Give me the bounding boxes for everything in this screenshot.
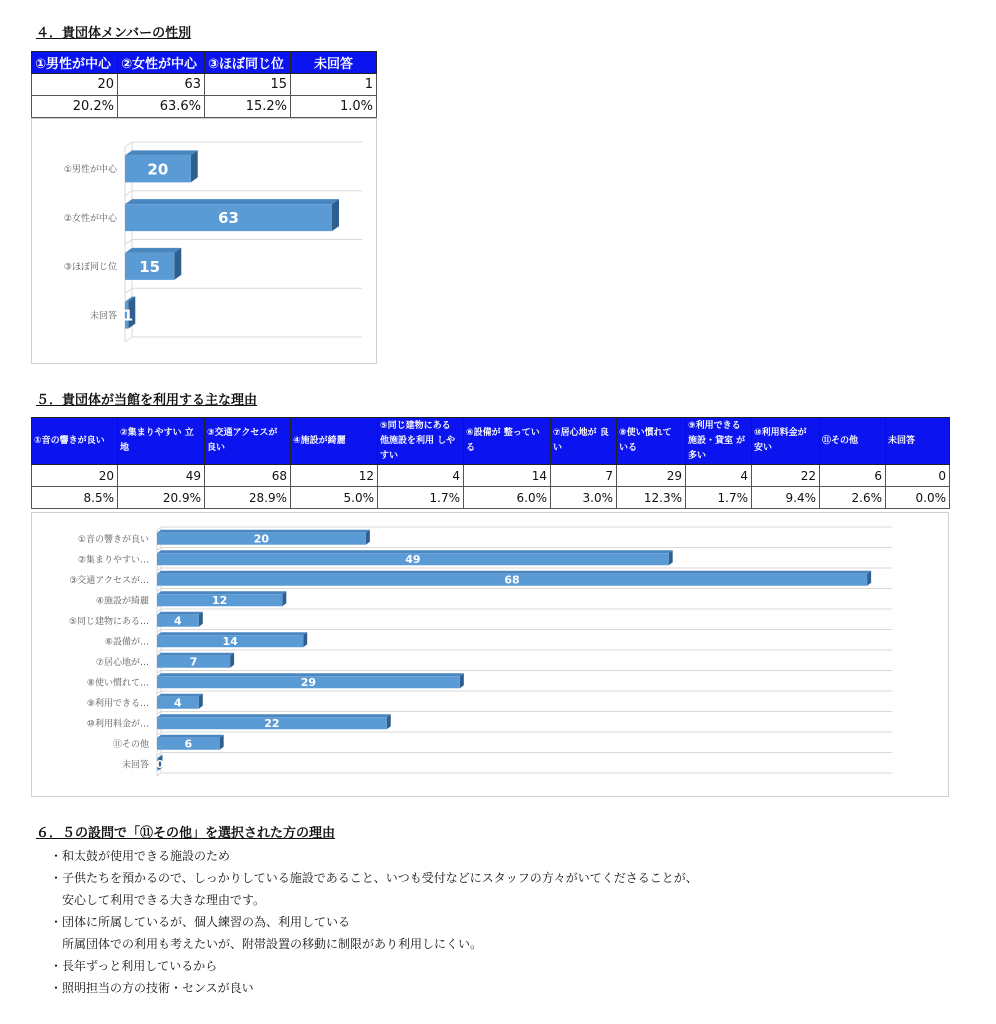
gridline (157, 548, 161, 551)
header-cell: ③交通アクセスが 良い (205, 418, 291, 465)
category-label: ③交通アクセスが… (69, 575, 149, 586)
data-label: 20 (253, 532, 270, 546)
percent-cell: 63.6% (118, 96, 205, 118)
header-cell: ③ほぼ同じ位 (205, 52, 291, 74)
count-cell: 4 (378, 465, 464, 487)
data-label: 63 (218, 209, 239, 228)
count-cell: 20 (32, 465, 118, 487)
percent-cell: 0.0% (886, 487, 950, 509)
reason-bar-chart (32, 513, 948, 796)
category-label: ⑩利用料金が… (86, 719, 149, 730)
percent-cell: 12.3% (617, 487, 686, 509)
section6-title: ６．５の設問で「⑪その他」を選択された方の理由 (36, 826, 336, 841)
percent-cell: 1.0% (291, 96, 377, 118)
category-label: ⑤同じ建物にある… (68, 616, 149, 627)
gridline (157, 773, 161, 776)
bar-top (125, 150, 198, 155)
list-item: ・子供たちを預かるので、しっかりしている施設であること、いつも受付などにスタッフの方々がいてくださることが、 (50, 871, 698, 885)
gridline (157, 691, 161, 694)
header-cell: ①男性が中心 (32, 52, 118, 74)
list-item: ・照明担当の方の技術・センスが良い (50, 981, 254, 995)
gender-chart-frame (31, 118, 377, 364)
header-cell: ②女性が中心 (118, 52, 205, 74)
percent-cell: 6.0% (464, 487, 551, 509)
bar-side (332, 199, 339, 231)
gridline (157, 630, 161, 633)
gridline (157, 753, 161, 756)
count-cell: 12 (291, 465, 378, 487)
data-label: 7 (189, 655, 198, 669)
bar-side (174, 248, 181, 280)
data-label: 4 (174, 614, 182, 628)
list-item: ・長年ずっと利用しているから (50, 959, 218, 973)
count-cell: 49 (118, 465, 205, 487)
percent-cell: 15.2% (205, 96, 291, 118)
category-label: 未回答 (121, 760, 149, 771)
bar-top (125, 199, 339, 204)
gridline (157, 671, 161, 674)
count-cell: 4 (686, 465, 752, 487)
reason-chart-frame (31, 512, 949, 797)
header-cell: ②集まりやすい 立地 (118, 418, 205, 465)
percent-cell: 8.5% (32, 487, 118, 509)
gridline (157, 527, 161, 530)
data-label: 14 (222, 635, 238, 649)
gridline (157, 568, 161, 571)
category-label: ⑧使い慣れて… (86, 678, 149, 689)
table-row (32, 74, 377, 96)
other-reasons-list (50, 845, 698, 999)
gridline (125, 142, 132, 147)
gridline (157, 650, 161, 653)
category-label: 未回答 (89, 311, 117, 322)
percent-cell: 1.7% (378, 487, 464, 509)
header-cell: ⑪その他 (820, 418, 886, 465)
gridline (125, 337, 132, 342)
percent-cell: 20.9% (118, 487, 205, 509)
list-item: ・和太鼓が使用できる施設のため (50, 849, 231, 863)
category-label: ④施設が綺麗 (95, 596, 149, 607)
count-cell: 6 (820, 465, 886, 487)
count-cell: 68 (205, 465, 291, 487)
table-header-row (32, 52, 377, 74)
list-item: 安心して利用できる大きな理由です。 (50, 893, 266, 907)
percent-cell: 9.4% (752, 487, 820, 509)
category-label: ①男性が中心 (63, 165, 117, 176)
category-label: ⑪その他 (112, 739, 149, 750)
data-label: 22 (264, 717, 280, 731)
count-cell: 20 (32, 74, 118, 96)
header-cell: ①音の響きが良い (32, 418, 118, 465)
header-cell: ⑨利用できる 施設・貸室 が多い (686, 418, 752, 465)
list-item: 所属団体での利用も考えたいが、附帯設置の移動に制限があり利用しにくい。 (50, 937, 483, 951)
category-label: ⑨利用できる… (86, 698, 149, 709)
header-cell: ⑥設備が 整っている (464, 418, 551, 465)
gridline (125, 288, 132, 293)
bar-side (191, 150, 198, 182)
section4-title: ４．貴団体メンバーの性別 (36, 26, 192, 41)
gender-table (31, 51, 377, 118)
gridline (125, 191, 132, 196)
data-label: 29 (300, 676, 317, 690)
gridline (157, 732, 161, 735)
count-cell: 63 (118, 74, 205, 96)
reason-table (31, 417, 950, 509)
header-cell: ⑩利用料金が 安い (752, 418, 820, 465)
data-label: 12 (212, 594, 228, 608)
percent-cell: 20.2% (32, 96, 118, 118)
table-row (32, 487, 950, 509)
percent-cell: 1.7% (686, 487, 752, 509)
gridline (157, 589, 161, 592)
category-label: ⑦居心地が… (95, 657, 149, 668)
data-label: 68 (504, 573, 520, 587)
data-label: 4 (174, 696, 182, 710)
table-row (32, 465, 950, 487)
data-label: 0 (156, 758, 164, 772)
percent-cell: 5.0% (291, 487, 378, 509)
gridline (157, 609, 161, 612)
list-item: ・団体に所属しているが、個人練習の為、利用している (50, 915, 351, 929)
data-label: 6 (184, 737, 193, 751)
category-label: ⑥設備が… (104, 637, 149, 648)
count-cell: 15 (205, 74, 291, 96)
header-cell: ④施設が綺麗 (291, 418, 378, 465)
data-label: 15 (139, 257, 161, 276)
count-cell: 0 (886, 465, 950, 487)
data-label: 20 (147, 160, 169, 179)
gridline (125, 240, 132, 245)
data-label: 49 (405, 553, 421, 567)
count-cell: 22 (752, 465, 820, 487)
header-cell: ⑤同じ建物にある 他施設を利用 しやすい (378, 418, 464, 465)
percent-cell: 2.6% (820, 487, 886, 509)
header-cell: ⑧使い慣れて いる (617, 418, 686, 465)
header-cell: ⑦居心地が 良い (551, 418, 617, 465)
count-cell: 7 (551, 465, 617, 487)
category-label: ①音の響きが良い (77, 534, 149, 545)
section5-title: ５．貴団体が当館を利用する主な理由 (36, 393, 258, 408)
count-cell: 14 (464, 465, 551, 487)
header-cell: 未回答 (886, 418, 950, 465)
header-cell: 未回答 (291, 52, 377, 74)
bar-top (125, 248, 181, 253)
percent-cell: 28.9% (205, 487, 291, 509)
table-row (32, 96, 377, 118)
category-label: ②女性が中心 (63, 213, 117, 224)
count-cell: 1 (291, 74, 377, 96)
count-cell: 29 (617, 465, 686, 487)
gridline (157, 712, 161, 715)
category-label: ②集まりやすい… (77, 555, 149, 566)
data-label: 1 (122, 306, 134, 325)
table-header-row (32, 418, 950, 465)
category-label: ③ほぼ同じ位 (63, 262, 117, 273)
gender-bar-chart (32, 119, 376, 363)
percent-cell: 3.0% (551, 487, 617, 509)
